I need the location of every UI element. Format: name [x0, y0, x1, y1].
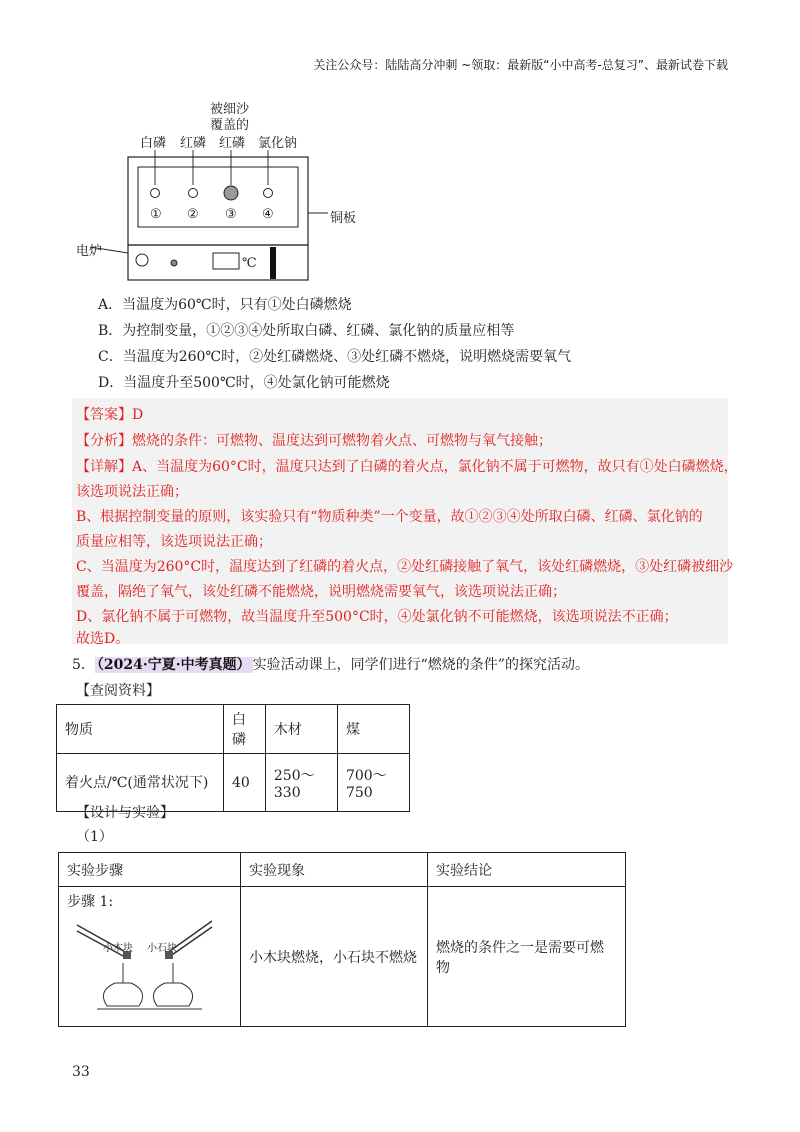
diagram-top-label-1: 被细沙 [210, 102, 250, 117]
temperature-unit: ℃ [242, 256, 257, 271]
detail-line-2: 该选项说法正确； [76, 484, 188, 500]
detail-line-3: B、根据控制变量的原则，该实验只有“物质种类”一个变量，故①②③④处所取白磷、红磷、氯化钠的 [76, 509, 703, 525]
ref-cell: 40 [224, 754, 266, 812]
question-5 [72, 654, 589, 674]
exp-header: 实验步骤 [59, 853, 241, 887]
ref-cell: 煤 [337, 705, 409, 754]
ref-cell: 700～750 [337, 754, 409, 812]
ref-cell: 着火点/℃(通常状况下) [57, 754, 224, 812]
option-c: C．当温度为260℃时，②处红磷燃烧、③处红磷不燃烧，说明燃烧需要氧气 [98, 349, 572, 365]
exp-step-cell [59, 887, 241, 1027]
small-stone-label: 小石块 [147, 943, 177, 954]
ref-cell: 白磷 [224, 705, 266, 754]
design-heading: 【设计与实验】 [76, 805, 174, 821]
detail-line-1: 【详解】A、当温度为60°C时，温度只达到了白磷的着火点，氯化钠不属于可燃物，故只有①处白磷燃烧， [76, 459, 738, 475]
detail-line-8: 故选D。 [76, 631, 130, 647]
small-wood-label: 小木块 [103, 943, 133, 954]
diagram-top-label-2: 覆盖的 [210, 118, 250, 133]
option-d: D．当温度升至500℃时，④处氯化钠可能燃烧 [98, 375, 390, 391]
diagram-number-3: ③ [225, 207, 237, 222]
step-label: 步骤 1: [67, 894, 114, 910]
exp-phenomenon: 小木块燃烧，小石块不燃烧 [241, 887, 428, 1027]
page-header: 关注公众号：陆陆高分冲刺 ~领取：最新版“小中高考-总复习”、最新试卷下载 [313, 58, 728, 72]
source-tag: （2024·宁夏·中考真题） [96, 657, 251, 673]
detail-line-7: D、氯化钠不属于可燃物，故当温度升至500°C时，④处氯化钠不可能燃烧，该选项说法不正确； [76, 609, 678, 625]
diagram-item-3: 红磷 [219, 136, 246, 151]
diagram-number-2: ② [187, 207, 199, 222]
subquestion-1: （1） [76, 829, 113, 845]
exp-conclusion: 燃烧的条件之一是需要可燃物 [428, 887, 626, 1027]
stove-label: 电炉 [76, 244, 103, 259]
copper-plate-diagram [70, 145, 370, 285]
ref-cell: 木材 [265, 705, 337, 754]
question-text: 实验活动课上，同学们进行“燃烧的条件”的探究活动。 [252, 657, 589, 673]
detail-line-5: C、当温度为260°C时，温度达到了红磷的着火点，②处红磷接触了氧气，该处红磷燃烧，③处红磷被细沙 [76, 559, 734, 575]
page-number: 33 [72, 1064, 90, 1080]
alcohol-lamp-illustration [67, 911, 217, 1021]
option-b: B．为控制变量，①②③④处所取白磷、红磷、氯化钠的质量应相等 [98, 323, 515, 339]
ref-cell: 250～330 [265, 754, 337, 812]
diagram-number-4: ④ [262, 207, 274, 222]
option-a: A．当温度为60℃时，只有①处白磷燃烧 [98, 297, 352, 313]
ref-cell: 物质 [57, 705, 224, 754]
reference-table [56, 704, 410, 812]
analysis-line: 【分析】燃烧的条件：可燃物、温度达到可燃物着火点、可燃物与氧气接触； [76, 433, 552, 449]
detail-line-6: 覆盖，隔绝了氧气，该处红磷不能燃烧，说明燃烧需要氧气，该选项说法正确； [76, 584, 566, 600]
question-number: 5． [72, 657, 95, 673]
diagram-number-1: ① [150, 207, 162, 222]
exp-header: 实验现象 [241, 853, 428, 887]
detail-line-4: 质量应相等，该选项说法正确； [76, 534, 272, 550]
experiment-table [58, 852, 626, 1027]
diagram-item-2: 红磷 [180, 136, 207, 151]
diagram-item-1: 白磷 [140, 136, 167, 151]
answer-line: 【答案】D [76, 407, 144, 423]
reference-heading: 【查阅资料】 [76, 683, 160, 699]
copper-plate-label: 铜板 [330, 211, 357, 226]
exp-header: 实验结论 [428, 853, 626, 887]
diagram-item-4: 氯化钠 [258, 136, 298, 151]
